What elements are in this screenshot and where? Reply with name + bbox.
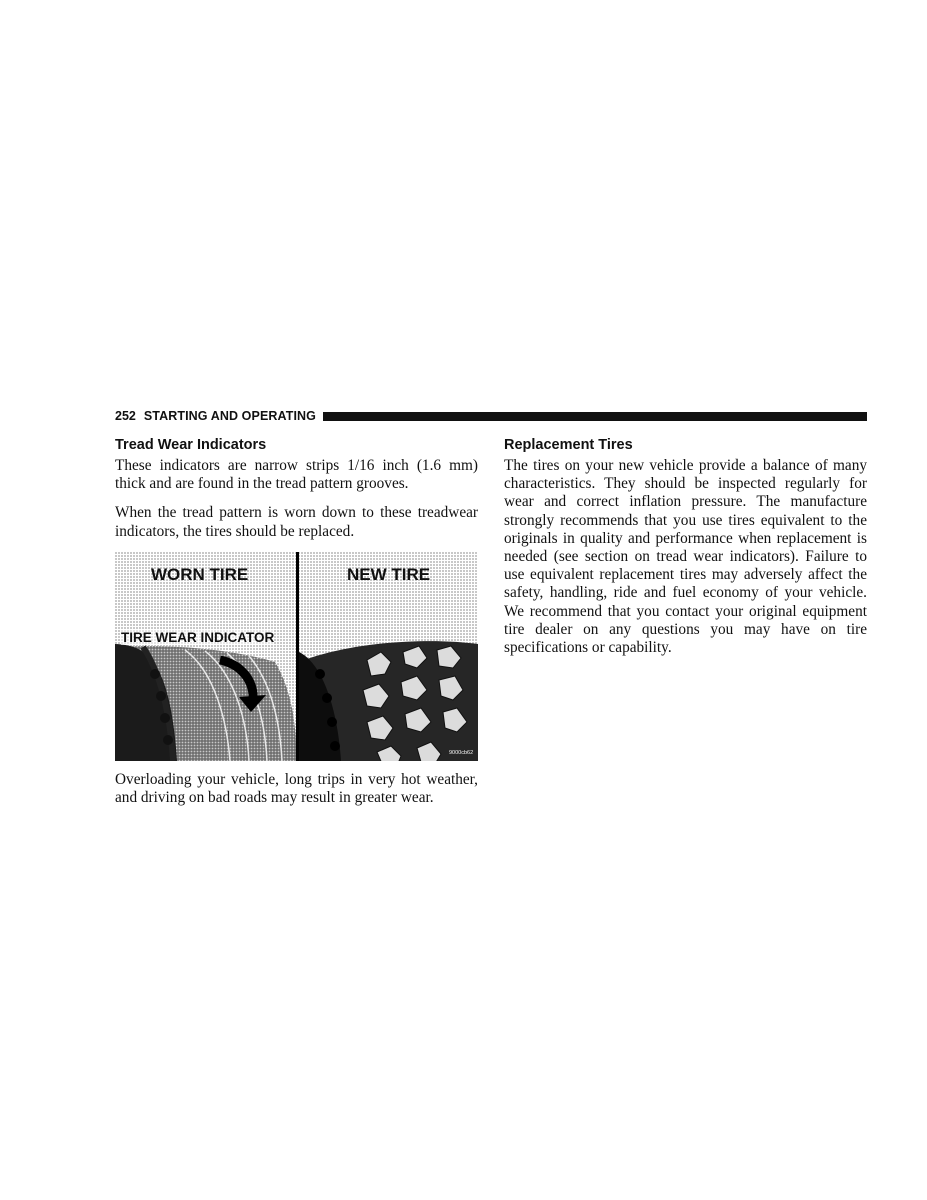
figure-code: 9000cb62 bbox=[449, 749, 474, 756]
new-tire-panel bbox=[299, 641, 478, 761]
tire-wear-indicator-label: TIRE WEAR INDICATOR bbox=[121, 629, 275, 645]
tread-wear-paragraph-2: When the tread pattern is worn down to these treadwear indicators, the tires should be replaced. bbox=[115, 504, 478, 540]
tire-wear-figure bbox=[115, 552, 478, 761]
left-column bbox=[115, 436, 478, 818]
section-title: STARTING AND OPERATING bbox=[143, 409, 316, 423]
tread-wear-paragraph-1: These indicators are narrow strips 1/16 inch (1.6 mm) thick and are found in the tread pattern grooves. bbox=[115, 457, 478, 493]
worn-tire-panel bbox=[115, 644, 296, 761]
replacement-tires-paragraph: The tires on your new vehicle provide a balance of many characteristics. They should be inspected regularly for wear and correct inflation pressure. The manufacture strongly recommends that you use tires equivalent to the originals in quality and performance when replacement is needed (see section on tread wear indicators). Failure to use equivalent replacement tires may adversely affect the safety, handling, ride and fuel economy of your vehicle. We recommend that you contact your original equipment tire dealer on any questions you may have on tire specifications or capability. bbox=[504, 457, 867, 657]
replacement-tires-heading: Replacement Tires bbox=[504, 437, 633, 453]
right-column bbox=[504, 436, 867, 668]
tread-wear-paragraph-3: Overloading your vehicle, long trips in very hot weather, and driving on bad roads may result in greater wear. bbox=[115, 770, 478, 807]
worn-tire-label: WORN TIRE bbox=[151, 564, 249, 584]
tread-wear-heading: Tread Wear Indicators bbox=[115, 437, 267, 453]
page-header bbox=[115, 408, 867, 424]
header-rule bbox=[323, 412, 867, 421]
page-number: 252 bbox=[115, 409, 136, 423]
new-tire-label: NEW TIRE bbox=[347, 564, 431, 584]
